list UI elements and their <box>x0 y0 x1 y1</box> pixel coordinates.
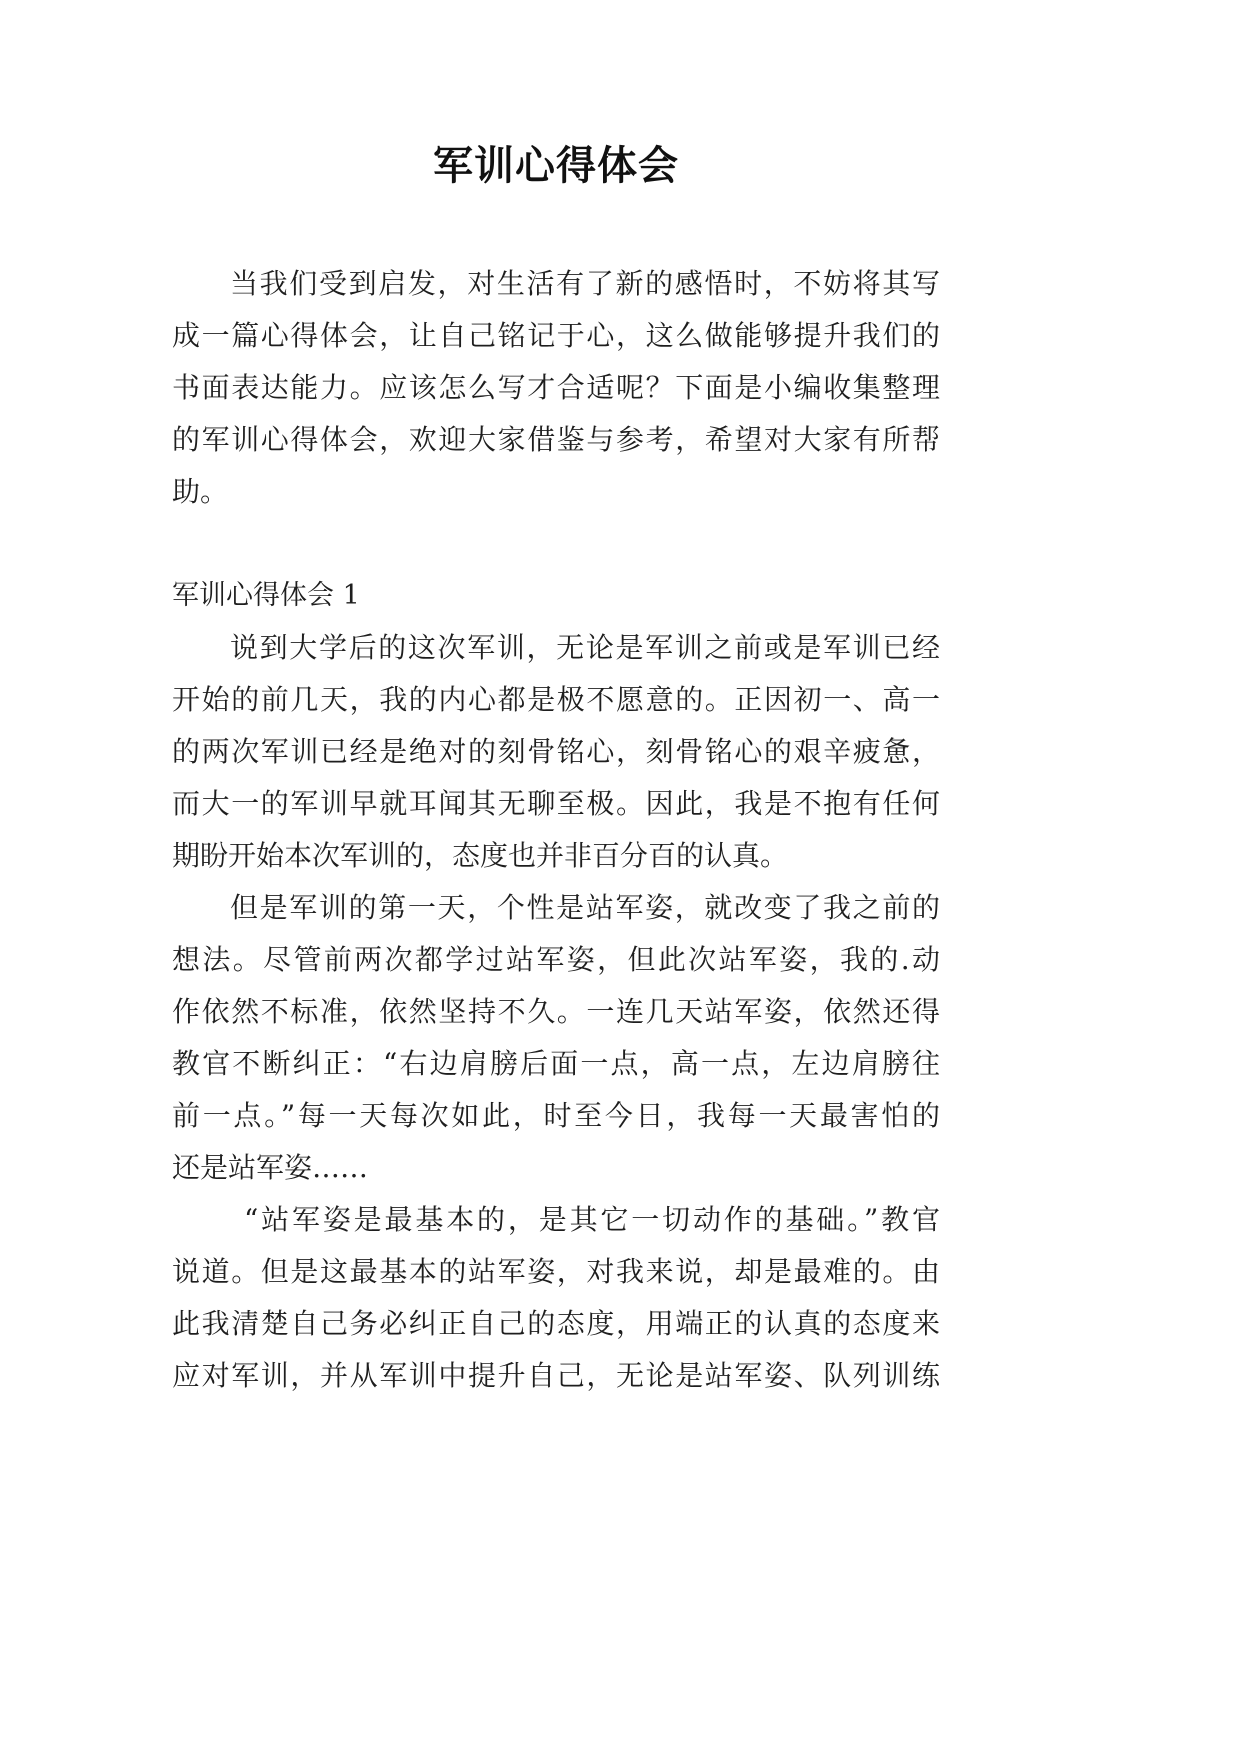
body-paragraph-1 <box>172 622 940 882</box>
intro-line: 助。 <box>172 475 229 508</box>
intro-line: 的军训心得体会，欢迎大家借鉴与参考，希望对大家有所帮 <box>172 423 940 456</box>
paragraph-line: 应对军训，并从军训中提升自己，无论是站军姿、队列训练 <box>172 1359 940 1392</box>
section-heading: 军训心得体会 1 <box>172 580 360 611</box>
paragraph-line: 开始的前几天，我的内心都是极不愿意的。正因初一、高一 <box>172 683 940 716</box>
intro-line: 书面表达能力。应该怎么写才合适呢？下面是小编收集整理 <box>172 371 940 404</box>
paragraph-line: 期盼开始本次军训的，态度也并非百分百的认真。 <box>172 839 789 872</box>
document-title: 军训心得体会 <box>433 142 679 189</box>
body-paragraph-2 <box>172 882 940 1194</box>
paragraph-line: “站军姿是最基本的，是其它一切动作的基础。”教官 <box>244 1203 940 1236</box>
paragraph-line: 说到大学后的这次军训，无论是军训之前或是军训已经 <box>230 631 940 664</box>
intro-paragraph <box>172 258 940 518</box>
paragraph-line: 还是站军姿…… <box>172 1151 369 1184</box>
document-body <box>172 258 940 1402</box>
paragraph-line: 的两次军训已经是绝对的刻骨铭心，刻骨铭心的艰辛疲惫， <box>172 735 940 768</box>
paragraph-line: 想法。尽管前两次都学过站军姿，但此次站军姿，我的.动 <box>172 943 940 976</box>
paragraph-line: 前一点。”每一天每次如此，时至今日，我每一天最害怕的 <box>172 1099 940 1132</box>
paragraph-line: 说道。但是这最基本的站军姿，对我来说，却是最难的。由 <box>172 1255 940 1288</box>
paragraph-line: 作依然不标准，依然坚持不久。一连几天站军姿，依然还得 <box>172 995 940 1028</box>
paragraph-line: 教官不断纠正：“右边肩膀后面一点，高一点，左边肩膀往 <box>172 1047 940 1080</box>
paragraph-line: 但是军训的第一天，个性是站军姿，就改变了我之前的 <box>230 891 940 924</box>
intro-line: 成一篇心得体会，让自己铭记于心，这么做能够提升我们的 <box>172 319 940 352</box>
paragraph-line: 此我清楚自己务必纠正自己的态度，用端正的认真的态度来 <box>172 1307 940 1340</box>
body-paragraph-3 <box>172 1194 940 1402</box>
intro-line: 当我们受到启发，对生活有了新的感悟时，不妨将其写 <box>230 267 940 300</box>
paragraph-line: 而大一的军训早就耳闻其无聊至极。因此，我是不抱有任何 <box>172 787 940 820</box>
